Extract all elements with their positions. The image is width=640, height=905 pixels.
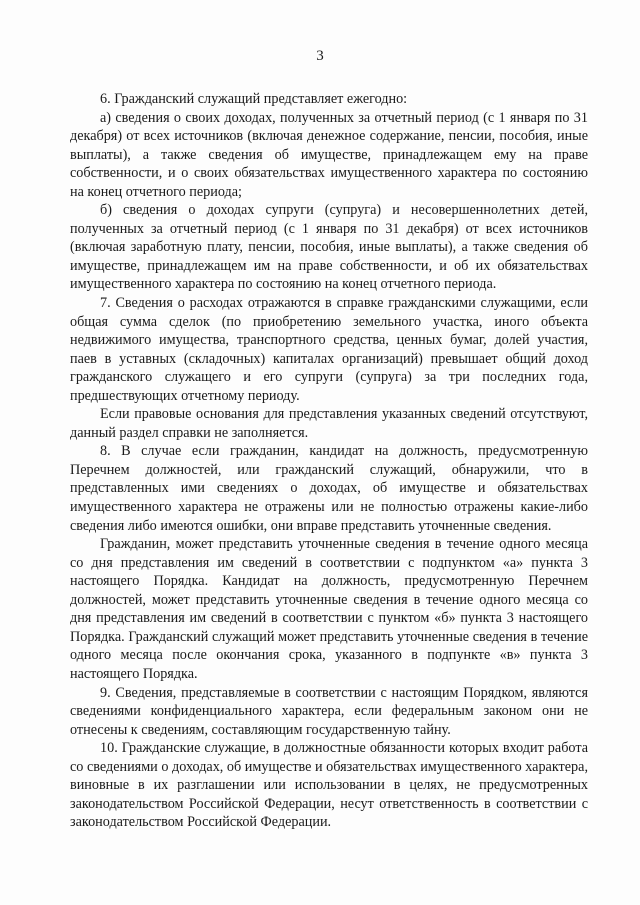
paragraph-9: 9. Сведения, представляемые в соответствии с настоящим Порядком, являются сведениями конфиденциального характера, если федеральным законом они не отнесены к сведениям, составляющим государственную тайну. [70, 684, 588, 738]
paragraph-10: 10. Гражданские служащие, в должностные обязанности которых входит работа со сведениями о доходах, об имуществе и обязательствах имущественного характера, виновные в их разглашении или использовании в целях, не предусмотренных законодательством Российской Федерации, несут ответственность в соответствии с законодательством Российской Федерации. [70, 740, 588, 831]
paragraph-6a: а) сведения о своих доходах, полученных за отчетный период (с 1 января по 31 декабря) от всех источников (включая денежное содержание, пенсии, пособия, иные выплаты), а также сведения об имуществе, принадлежащем ему на праве собственности, и о своих обязательствах имущественного характера по состоянию на конец отчетного периода; [70, 109, 588, 200]
paragraph-8-details: Гражданин, может представить уточненные сведения в течение одного месяца со дня представления им сведений в соответствии с подпунктом «а» пункта 3 настоящего Порядка. Кандидат на должность, предусмотренную Перечнем должностей, может представить уточненные сведения в течение одного месяца со дня представления им сведений в соответствии с пунктом «б» пункта 3 настоящего Порядка. Гражданский служащий может представить уточненные сведения в течение одного месяца после окончания срока, указанного в подпункте «в» пункта 3 настоящего Порядка. [70, 536, 588, 682]
paragraph-7-note: Если правовые основания для представления указанных сведений отсутствуют, данный раздел справки не заполняется. [70, 406, 588, 441]
document-body [70, 90, 588, 832]
page-number: 3 [316, 48, 324, 64]
paragraph-7: 7. Сведения о расходах отражаются в справке гражданскими служащими, если общая сумма сделок (по приобретению земельного участка, иного объекта недвижимого имущества, транспортного средства, ценных бумаг, долей участия, паев в уставных (складочных) капиталах организаций) превышает общий доход гражданского служащего и его супруги (супруга) за три последних года, предшествующих отчетному периоду. [70, 295, 588, 404]
paragraph-6-intro: 6. Гражданский служащий представляет ежегодно: [100, 91, 408, 107]
paragraph-6b: б) сведения о доходах супруги (супруга) и несовершеннолетних детей, полученных за отчетный период (с 1 января по 31 декабря) от всех источников (включая заработную плату, пенсии, пособия, иные выплаты), а также сведения об имуществе, принадлежащем им на праве собственности, и об их обязательствах имущественного характера по состоянию на конец отчетного периода. [70, 202, 588, 293]
paragraph-8: 8. В случае если гражданин, кандидат на должность, предусмотренную Перечнем должностей, или гражданский служащий, обнаружили, что в представленных ими сведениях о доходах, об имуществе и обязательствах имущественного характера не отражены или не полностью отражены какие-либо сведения либо имеются ошибки, они вправе представить уточненные сведения. [70, 443, 588, 534]
